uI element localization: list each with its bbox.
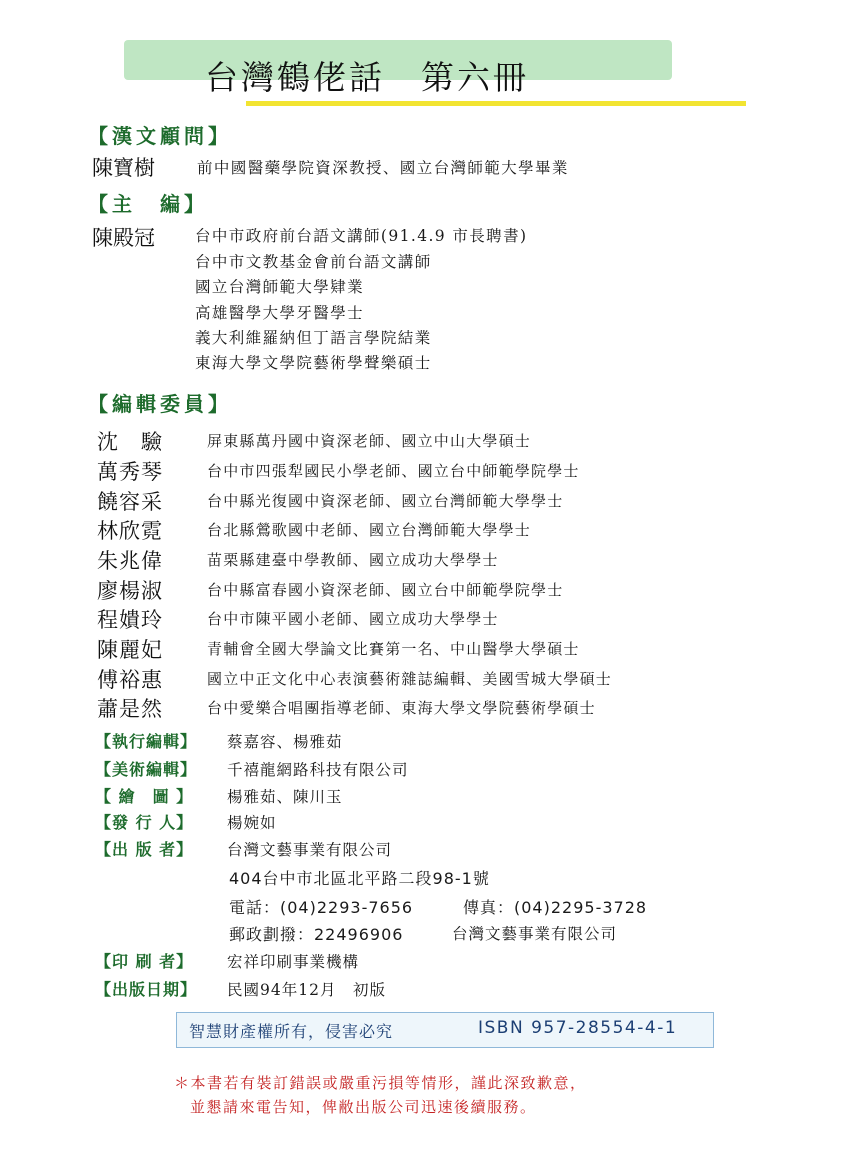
member-name: 廖楊淑 (97, 579, 163, 603)
pub-date-value: 民國94年12月 初版 (227, 981, 386, 999)
publisher-value: 台灣文藝事業有限公司 (227, 841, 393, 859)
member-name: 沈 驗 (97, 430, 163, 454)
page-title (205, 52, 529, 99)
exec-editor-label: 【執行編輯】 (95, 732, 198, 751)
member-name: 陳麗妃 (97, 638, 163, 662)
member-desc: 國立中正文化中心表演藝術雜誌編輯、美國雪城大學碩士 (207, 670, 613, 688)
illustration-value: 楊雅茹、陳川玉 (227, 788, 343, 806)
volume-label: 第六冊 (421, 58, 529, 97)
editor-line: 高雄醫學大學牙醫學士 (195, 304, 365, 322)
art-editor-value: 千禧龍網路科技有限公司 (227, 761, 409, 779)
member-name: 傅裕惠 (97, 668, 163, 692)
advisor-desc: 前中國醫藥學院資深教授、國立台灣師範大學畢業 (197, 159, 569, 177)
member-name: 程嬇玲 (97, 608, 163, 632)
notice-line-2: 並懇請來電告知，俾敝出版公司迅速後續服務。 (190, 1098, 537, 1116)
member-desc: 台中市四張犁國民小學老師、國立台中師範學院學士 (207, 462, 580, 480)
editor-label: 【主 編】 (88, 192, 208, 216)
member-desc: 台中縣富春國小資深老師、國立台中師範學院學士 (207, 581, 564, 599)
member-name: 蕭是然 (97, 697, 163, 721)
publisher-fax: 傳真：(04)2295-3728 (463, 898, 648, 917)
member-name: 饒容采 (97, 490, 163, 514)
advisor-name: 陳寶樹 (92, 156, 155, 180)
member-desc: 台中市陳平國小老師、國立成功大學學士 (207, 610, 499, 628)
isbn-number: ISBN 957-28554-4-1 (478, 1018, 678, 1038)
art-editor-label: 【美術編輯】 (95, 760, 198, 779)
publisher-postal-name: 台灣文藝事業有限公司 (452, 925, 618, 943)
book-title: 台灣鶴佬話 (205, 58, 385, 97)
member-desc: 青輔會全國大學論文比賽第一名、中山醫學大學碩士 (207, 640, 580, 658)
member-desc: 屏東縣萬丹國中資深老師、國立中山大學碩士 (207, 432, 532, 450)
exec-editor-value: 蔡嘉容、楊雅茹 (227, 733, 343, 751)
committee-label: 【編輯委員】 (88, 392, 232, 416)
member-name: 林欣霓 (97, 519, 163, 543)
title-underline (246, 101, 746, 106)
copyright-text: 智慧財產權所有，侵害必究 (189, 1022, 394, 1041)
editor-name: 陳殿冠 (92, 226, 155, 250)
printer-value: 宏祥印刷事業機構 (227, 953, 360, 971)
editor-line: 國立台灣師範大學肄業 (195, 278, 365, 296)
editor-line: 台中市政府前台語文講師(91.4.9 市長聘書) (195, 227, 528, 245)
member-desc: 苗栗縣建臺中學教師、國立成功大學學士 (207, 551, 499, 569)
publisher-person-value: 楊婉如 (227, 814, 277, 832)
member-desc: 台中愛樂合唱團指導老師、東海大學文學院藝術學碩士 (207, 699, 596, 717)
publisher-person-label: 【發 行 人】 (95, 813, 194, 832)
editor-line: 台中市文教基金會前台語文講師 (195, 253, 432, 271)
publisher-postal: 郵政劃撥：22496906 (229, 925, 404, 944)
publisher-label: 【出 版 者】 (95, 840, 194, 859)
publisher-phone: 電話：(04)2293-7656 (229, 898, 414, 917)
advisor-label: 【漢文顧問】 (88, 124, 232, 148)
notice-line-1: ＊本書若有裝訂錯誤或嚴重污損等情形，謹此深致歉意， (174, 1074, 587, 1092)
member-desc: 台北縣鶯歌國中老師、國立台灣師範大學學士 (207, 521, 532, 539)
editor-line: 東海大學文學院藝術學聲樂碩士 (195, 354, 432, 372)
member-name: 朱兆偉 (97, 549, 163, 573)
editor-line: 義大利維羅納但丁語言學院結業 (195, 329, 432, 347)
member-name: 萬秀琴 (97, 460, 163, 484)
printer-label: 【印 刷 者】 (95, 952, 194, 971)
pub-date-label: 【出版日期】 (95, 980, 198, 999)
publisher-address: 404台中市北區北平路二段98-1號 (229, 869, 490, 888)
illustration-label: 【 繪 圖 】 (95, 787, 194, 806)
member-desc: 台中縣光復國中資深老師、國立台灣師範大學學士 (207, 492, 564, 510)
